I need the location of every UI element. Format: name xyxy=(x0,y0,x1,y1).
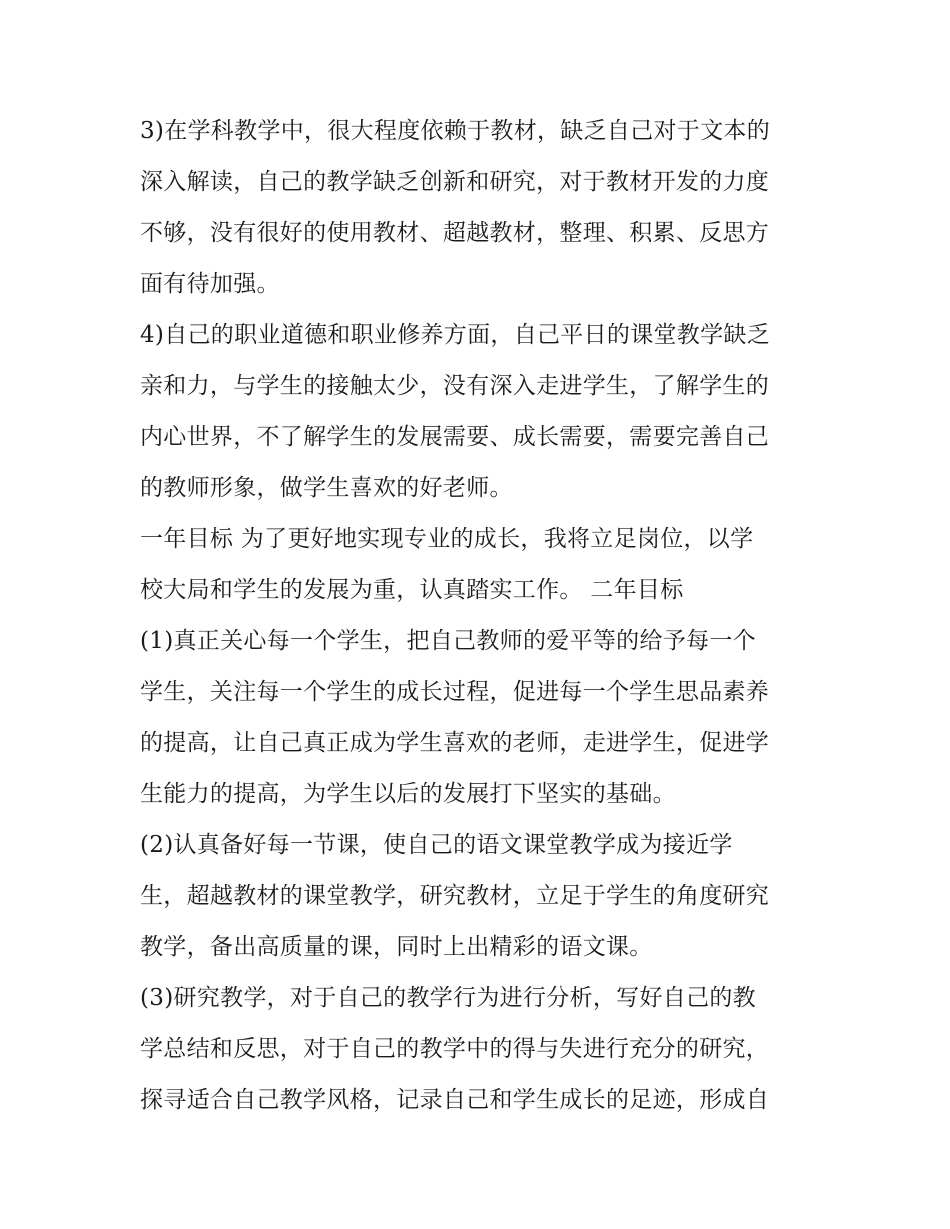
text-line: 4)自己的职业道德和职业修养方面，自己平日的课堂教学缺乏 xyxy=(140,322,771,348)
paragraph-weakness-3 xyxy=(140,106,840,310)
text-line: 学总结和反思，对于自己的教学中的得与失进行充分的研究， xyxy=(140,1036,770,1062)
paragraph-goals-intro xyxy=(140,514,840,616)
text-line: 内心世界，不了解学生的发展需要、成长需要，需要完善自己 xyxy=(140,424,770,450)
text-line: 不够，没有很好的使用教材、超越教材，整理、积累、反思方 xyxy=(140,220,770,246)
text-line: (3)研究教学，对于自己的教学行为进行分析，写好自己的教 xyxy=(140,985,756,1011)
text-line: 3)在学科教学中，很大程度依赖于教材，缺乏自己对于文本的 xyxy=(140,118,771,144)
paragraph-weakness-4 xyxy=(140,310,840,514)
document-body xyxy=(140,106,840,1126)
paragraph-goal-3 xyxy=(140,973,840,1126)
text-line: 亲和力，与学生的接触太少，没有深入走进学生，了解学生的 xyxy=(140,373,770,399)
paragraph-goal-2 xyxy=(140,820,840,973)
text-line: 一年目标 为了更好地实现专业的成长，我将立足岗位，以学 xyxy=(140,526,754,552)
text-line: 校大局和学生的发展为重，认真踏实工作。 二年目标 xyxy=(140,577,684,603)
text-line: 面有待加强。 xyxy=(140,271,280,297)
text-line: 学生，关注每一个学生的成长过程，促进每一个学生思品素养 xyxy=(140,679,770,705)
text-line: 生能力的提高，为学生以后的发展打下坚实的基础。 xyxy=(140,781,676,807)
text-line: (2)认真备好每一节课，使自己的语文课堂教学成为接近学 xyxy=(140,832,733,858)
text-line: 生，超越教材的课堂教学，研究教材，立足于学生的角度研究 xyxy=(140,883,770,909)
text-line: 探寻适合自己教学风格，记录自己和学生成长的足迹，形成自 xyxy=(140,1087,770,1113)
text-line: 的教师形象，做学生喜欢的好老师。 xyxy=(140,475,513,501)
text-line: (1)真正关心每一个学生，把自己教师的爱平等的给予每一个 xyxy=(140,628,756,654)
paragraph-goal-1 xyxy=(140,616,840,820)
text-line: 的提高，让自己真正成为学生喜欢的老师，走进学生，促进学 xyxy=(140,730,770,756)
text-line: 深入解读，自己的教学缺乏创新和研究，对于教材开发的力度 xyxy=(140,169,770,195)
text-line: 教学，备出高质量的课，同时上出精彩的语文课。 xyxy=(140,934,653,960)
